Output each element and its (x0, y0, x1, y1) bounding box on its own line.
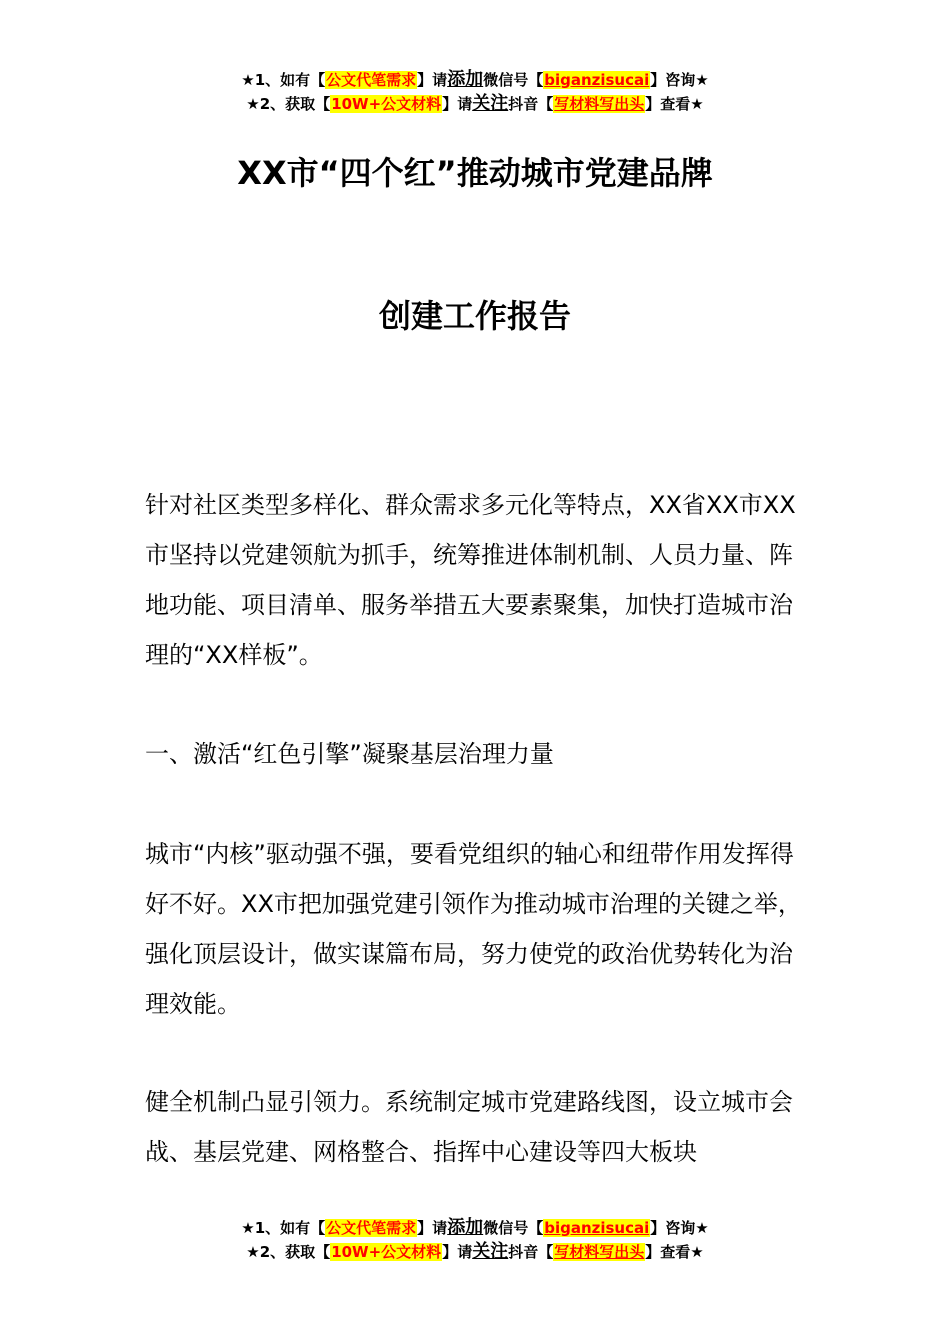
intro-paragraph: 针对社区类型多样化、群众需求多元化等特点，XX省XX市XX市坚持以党建领航为抓手，统筹推进体制机制、人员力量、阵地功能、项目清单、服务举措五大要素聚集，加快打造城市治理的“XX样板”。 (145, 491, 796, 669)
banner-text: 】请 (417, 1219, 448, 1237)
douyin-account: 写材料写出头 (554, 95, 645, 113)
banner-text: 】请 (442, 1243, 473, 1261)
section-heading: 一、激活“红色引擎”凝聚基层治理力量 (145, 740, 554, 768)
wechat-id: biganzisucai (544, 1219, 650, 1237)
banner-emphasis: 关注 (472, 93, 509, 114)
douyin-account: 写材料写出头 (554, 1243, 645, 1261)
wechat-id: biganzisucai (544, 71, 650, 89)
banner-highlight: 公文代笔需求 (326, 71, 417, 89)
banner-line-2 (0, 92, 950, 116)
banner-emphasis: 添加 (447, 69, 484, 90)
banner-text: 】请 (442, 95, 473, 113)
body-paragraph: 健全机制凸显引领力。系统制定城市党建路线图，设立城市会战、基层党建、网格整合、指挥中心建设等四大板块 (145, 1088, 793, 1166)
banner-text: 】请 (417, 71, 448, 89)
banner-text: ★1、如有【 (241, 71, 326, 89)
banner-text: 抖音【 (508, 95, 554, 113)
banner-line-1 (0, 1216, 950, 1240)
body-paragraph: 城市“内核”驱动强不强，要看党组织的轴心和纽带作用发挥得好不好。XX市把加强党建引领作为推动城市治理的关键之举，强化顶层设计，做实谋篇布局，努力使党的政治优势转化为治理效能。 (145, 840, 802, 1018)
banner-text: 】查看★ (645, 95, 704, 113)
banner-line-1 (0, 68, 950, 92)
banner-line-2 (0, 1240, 950, 1264)
footer-banner (0, 1216, 950, 1264)
banner-emphasis: 添加 (447, 1217, 484, 1238)
document-title-line-1: XX市“四个红”推动城市党建品牌 (237, 154, 713, 192)
header-banner (0, 68, 950, 116)
banner-text: 微信号【 (483, 1219, 544, 1237)
banner-text: 】查看★ (645, 1243, 704, 1261)
banner-text: 抖音【 (508, 1243, 554, 1261)
banner-text: ★1、如有【 (241, 1219, 326, 1237)
document-title-line-2: 创建工作报告 (378, 297, 571, 335)
banner-highlight: 公文代笔需求 (326, 1219, 417, 1237)
banner-text: ★2、获取【 (246, 1243, 331, 1261)
banner-emphasis: 关注 (472, 1241, 509, 1262)
banner-text: 】咨询★ (650, 71, 709, 89)
banner-highlight: 10W+公文材料 (331, 1243, 442, 1261)
banner-text: 微信号【 (483, 71, 544, 89)
banner-text: 】咨询★ (650, 1219, 709, 1237)
banner-highlight: 10W+公文材料 (331, 95, 442, 113)
banner-text: ★2、获取【 (246, 95, 331, 113)
